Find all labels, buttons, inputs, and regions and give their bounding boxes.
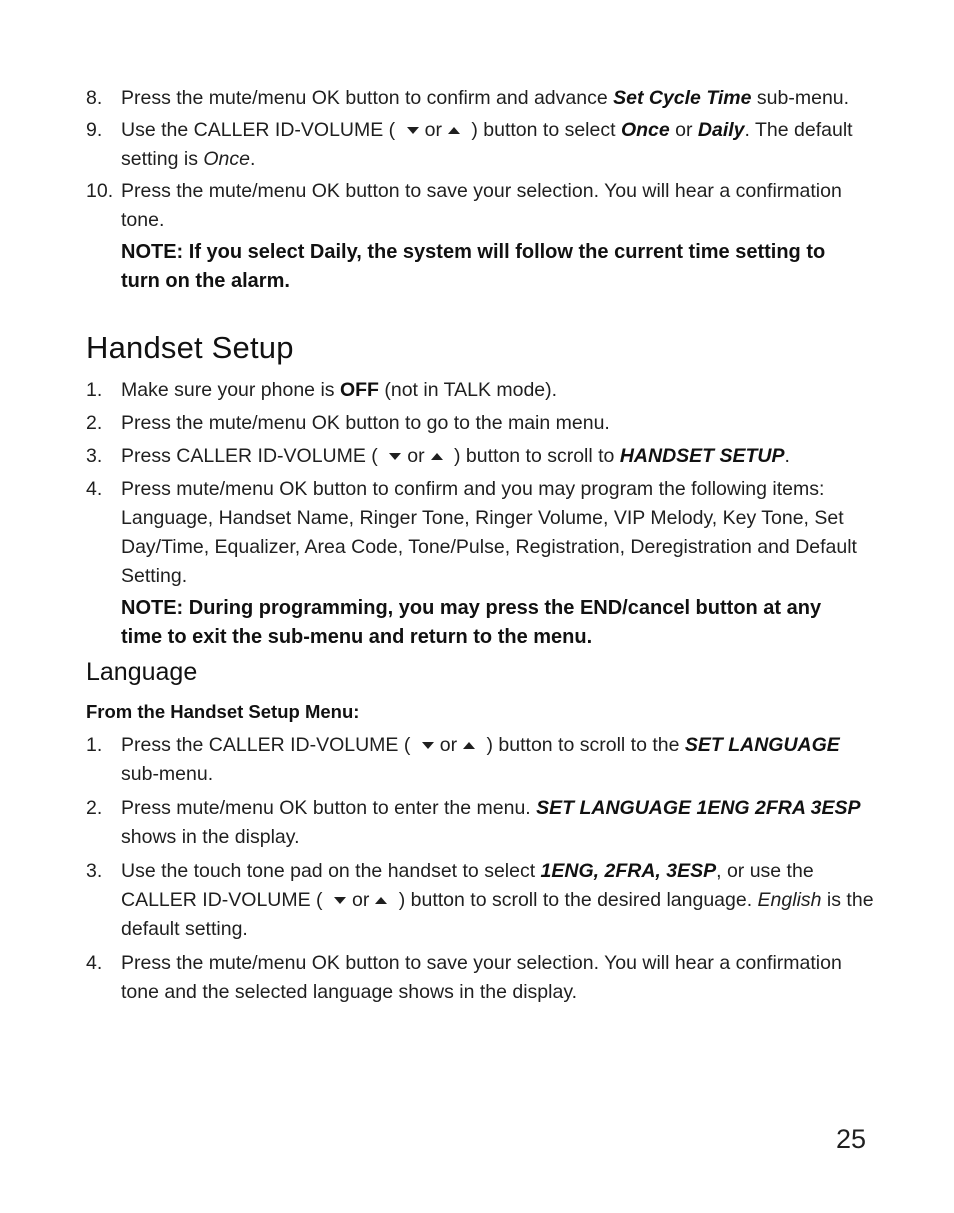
cycle-time-steps [0, 84, 954, 304]
list-item: 1. Make sure your phone is OFF (not in TALK mode). [86, 379, 558, 401]
language-steps [0, 731, 954, 1010]
subsection-title-language: Language [86, 658, 198, 686]
down-triangle-icon [422, 742, 434, 749]
down-triangle-icon [389, 453, 401, 460]
from-handset-setup-menu-label: From the Handset Setup Menu: [86, 701, 360, 722]
list-item: 4. Press the mute/menu OK button to save your selection. You will hear a confirmation tone and the selected language shows in the display. [86, 952, 842, 1003]
note-daily: NOTE: If you select Daily, the system will follow the current time setting to turn on the alarm. [121, 241, 826, 292]
list-item: 3. Use the touch tone pad on the handset to select 1ENG, 2FRA, 3ESP, or use the CALLER ID-VOLUME ( or ) button to scroll to the desired language. English is the default setting. [86, 860, 874, 940]
up-triangle-icon [431, 453, 443, 460]
section-title-handset-setup: Handset Setup [86, 330, 294, 365]
handset-setup-steps [0, 376, 954, 660]
up-triangle-icon [375, 897, 387, 904]
list-item: 1. Press the CALLER ID-VOLUME ( or ) button to scroll to the SET LANGUAGE sub-menu. [86, 734, 840, 785]
up-triangle-icon [463, 742, 475, 749]
list-item: 2. Press mute/menu OK button to enter the menu. SET LANGUAGE 1ENG 2FRA 3ESP shows in the display. [86, 797, 861, 848]
list-item: 9. Use the CALLER ID-VOLUME ( or ) button to select Once or Daily. The default setting is Once. [86, 119, 853, 170]
down-triangle-icon [334, 897, 346, 904]
list-item: 3. Press CALLER ID-VOLUME ( or ) button to scroll to HANDSET SETUP. [86, 445, 790, 467]
list-item: 2. Press the mute/menu OK button to go to the main menu. [86, 412, 610, 434]
page-number: 25 [836, 1124, 867, 1154]
list-item: 10. Press the mute/menu OK button to save your selection. You will hear a confirmation tone. [86, 180, 842, 231]
list-item: 4. Press mute/menu OK button to confirm and you may program the following items: Language, Handset Name, Ringer Tone, Ringer Volume, VIP Melody, Key Tone, Set Day/Time, Equalizer, Area Code, Tone/Pulse, Registration, Deregistration and Default Setting. [86, 478, 857, 587]
up-triangle-icon [448, 127, 460, 134]
note-programming: NOTE: During programming, you may press the END/cancel button at any time to exit the sub-menu and return to the menu. [121, 597, 822, 648]
list-item: 8. Press the mute/menu OK button to confirm and advance Set Cycle Time sub-menu. [86, 87, 850, 109]
down-triangle-icon [407, 127, 419, 134]
